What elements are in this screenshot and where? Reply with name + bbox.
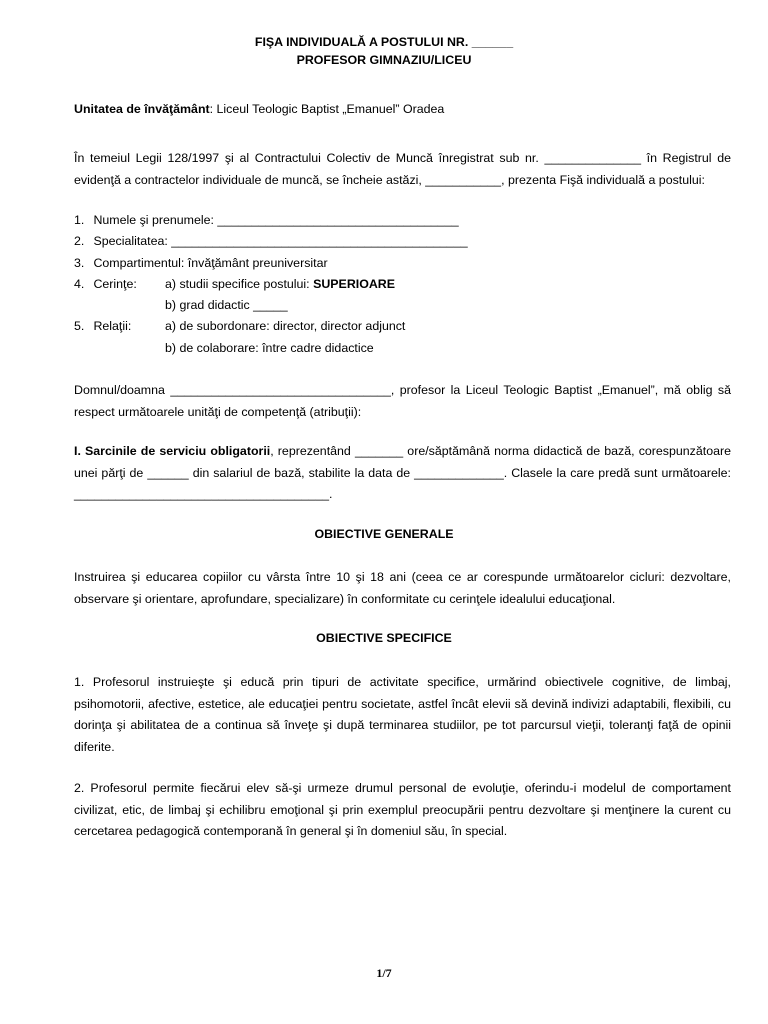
requirement-studies-level: SUPERIOARE	[313, 276, 396, 291]
requirement-grade: b) grad didactic _____	[165, 298, 288, 313]
list-item-relations-cont	[74, 338, 734, 359]
list-item-name	[74, 210, 734, 231]
list-number: 4.	[74, 276, 85, 291]
institution-line	[74, 102, 444, 116]
duties-text: , reprezentând _______ ore/săptămână norma didactică de bază, corespunzătoare unei părţi de ______ din salariul de bază, stabilite la data de _____________. Clasele la care predă sunt următoarele: _____________________________________.	[74, 444, 731, 501]
list-label: Cerinţe:	[93, 276, 137, 291]
relation-subordination: a) de subordonare: director, director adjunct	[165, 319, 406, 334]
list-label: Relaţii:	[93, 319, 132, 334]
details-list	[74, 210, 734, 359]
general-objectives-text: Instruirea şi educarea copiilor cu vârsta între 10 şi 18 ani (ceea ce ar corespunde următoarelor cicluri: dezvoltare, observare şi orientare, aprofundare, specializare) în conformitate cu cerinţele idealului educaţional.	[74, 570, 731, 606]
list-number: 2.	[74, 234, 85, 249]
requirement-studies-text: a) studii specifice postului:	[165, 276, 314, 291]
specific-objective-1: 1. Profesorul instruieşte şi educă prin tipuri de activitate specifice, urmărind obiectivele cognitive, de limbaj, psihomotorii, afective, estetice, ale educaţiei pentru societate, astfel încât elevii să devină indivizi adaptabili, flexibili, cu dorinţa şi abilitatea de a continua să înveţe şi după terminarea studiilor, pe tot parcursul vieţii, toleranţi faţă de opinii diferite.	[74, 675, 731, 754]
relation-collaboration: b) de colaborare: între cadre didactice	[165, 340, 374, 355]
specific-objectives-heading: OBIECTIVE SPECIFICE	[316, 631, 452, 645]
list-item-requirements	[74, 274, 734, 295]
institution-label: Unitatea de învăţământ	[74, 102, 210, 116]
general-objectives-heading: OBIECTIVE GENERALE	[314, 527, 454, 541]
list-item-department	[74, 253, 734, 274]
page-number: 1/7	[376, 966, 392, 980]
list-item-requirements-cont	[74, 295, 734, 316]
list-text: Specialitatea: ___________________________________________	[93, 234, 468, 249]
list-item-relations	[74, 316, 734, 337]
commitment-paragraph: Domnul/doamna ________________________________, profesor la Liceul Teologic Baptist „Emanuel”, mă oblig să respect următoarele unităţi de competenţă (atribuţii):	[74, 383, 731, 419]
specific-objective-2: 2. Profesorul permite fiecărui elev să-şi urmeze drumul personal de evoluţie, oferindu-i modelul de comportament civilizat, etic, de limbaj şi echilibru emoţional şi prin exemplul preocupării pentru dezvoltare şi menţinere la curent cu cercetarea pedagogică contemporană în general şi în domeniul său, în special.	[74, 781, 731, 838]
duties-heading: I. Sarcinile de serviciu obligatorii	[74, 444, 271, 458]
list-text: Compartimentul: învăţământ preuniversitar	[93, 255, 328, 270]
requirement-studies	[165, 274, 395, 295]
document-subtitle: PROFESOR GIMNAZIU/LICEU	[296, 53, 472, 67]
list-item-specialty	[74, 231, 734, 252]
list-number: 3.	[74, 255, 85, 270]
intro-paragraph: În temeiul Legii 128/1997 şi al Contractului Colectiv de Muncă înregistrat sub nr. ______________ în Registrul de evidenţă a contractelor individuale de muncă, se încheie astăzi, ___________, prezenta Fişă individuală a postului:	[74, 151, 731, 187]
duties-paragraph	[74, 441, 731, 506]
list-number: 5.	[74, 319, 85, 334]
list-number: 1.	[74, 213, 85, 227]
document-title: FIŞA INDIVIDUALĂ A POSTULUI NR. ______	[254, 35, 514, 49]
institution-value: : Liceul Teologic Baptist „Emanuel” Oradea	[209, 102, 445, 116]
list-text: Numele şi prenumele: ___________________________________	[93, 213, 459, 227]
